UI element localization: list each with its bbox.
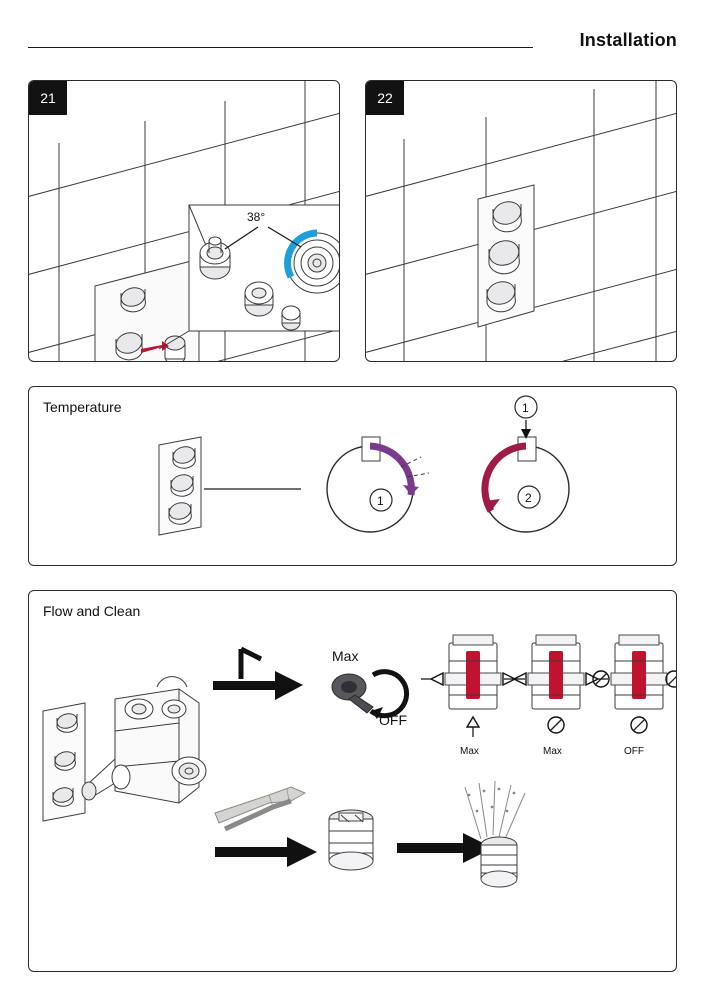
page-header [28,30,677,62]
step-badge-21: 21 [29,81,67,115]
water-spray-icon [465,781,525,839]
left-flow-arrow-icon [421,673,443,685]
no-flow-icon [631,717,647,733]
pliers-icon [215,787,305,829]
off-top-label: OFF [379,712,407,728]
marker-1b-label: 1 [522,401,529,415]
figure-panel-temperature [28,386,677,566]
marker-1-label: 1 [377,494,384,508]
figure-panel-step-21 [28,80,340,362]
step-22-illustration [366,81,677,362]
no-flow-icon [548,717,564,733]
cartridge-2-label: Max [543,746,562,757]
allen-key-icon [241,649,261,679]
figure-panel-flow-and-clean [28,590,677,972]
flow-and-clean-illustration [29,591,677,972]
cartridge-icon-2 [504,635,608,757]
no-flow-right-icon [666,671,677,687]
valve-body-icon [43,677,206,821]
page-title: Installation [579,30,677,50]
temperature-dial-1 [327,437,429,532]
header-divider [28,47,533,48]
black-arrow-icon [213,671,303,700]
marker-2-label: 2 [525,491,532,505]
trim-plate-icon [159,437,201,535]
panel-title-flow: Flow and Clean [43,603,141,619]
filter-cartridge-rinse-icon [481,837,517,887]
cartridge-3-label: OFF [624,746,644,757]
max-top-label: Max [332,648,359,664]
temperature-dial-2 [483,396,569,532]
filter-cartridge-icon [329,810,373,870]
step-21-illustration [29,81,340,362]
callout-38-degree-label: 38° [247,210,266,224]
flow-handle-icon [332,674,373,713]
blue-stop-ring-icon [287,233,340,293]
figure-panel-step-22 [365,80,677,362]
black-arrow-icon [215,837,317,867]
step-badge-22: 22 [366,81,404,115]
cartridge-icon-3 [593,635,677,757]
panel-title-temperature: Temperature [43,399,122,415]
up-arrow-icon [467,717,479,737]
black-arrow-icon [397,833,493,863]
cartridge-1-label: Max [460,746,479,757]
temperature-illustration [29,387,677,566]
cartridge-icon-1 [421,635,525,757]
down-arrow-icon [521,420,531,439]
